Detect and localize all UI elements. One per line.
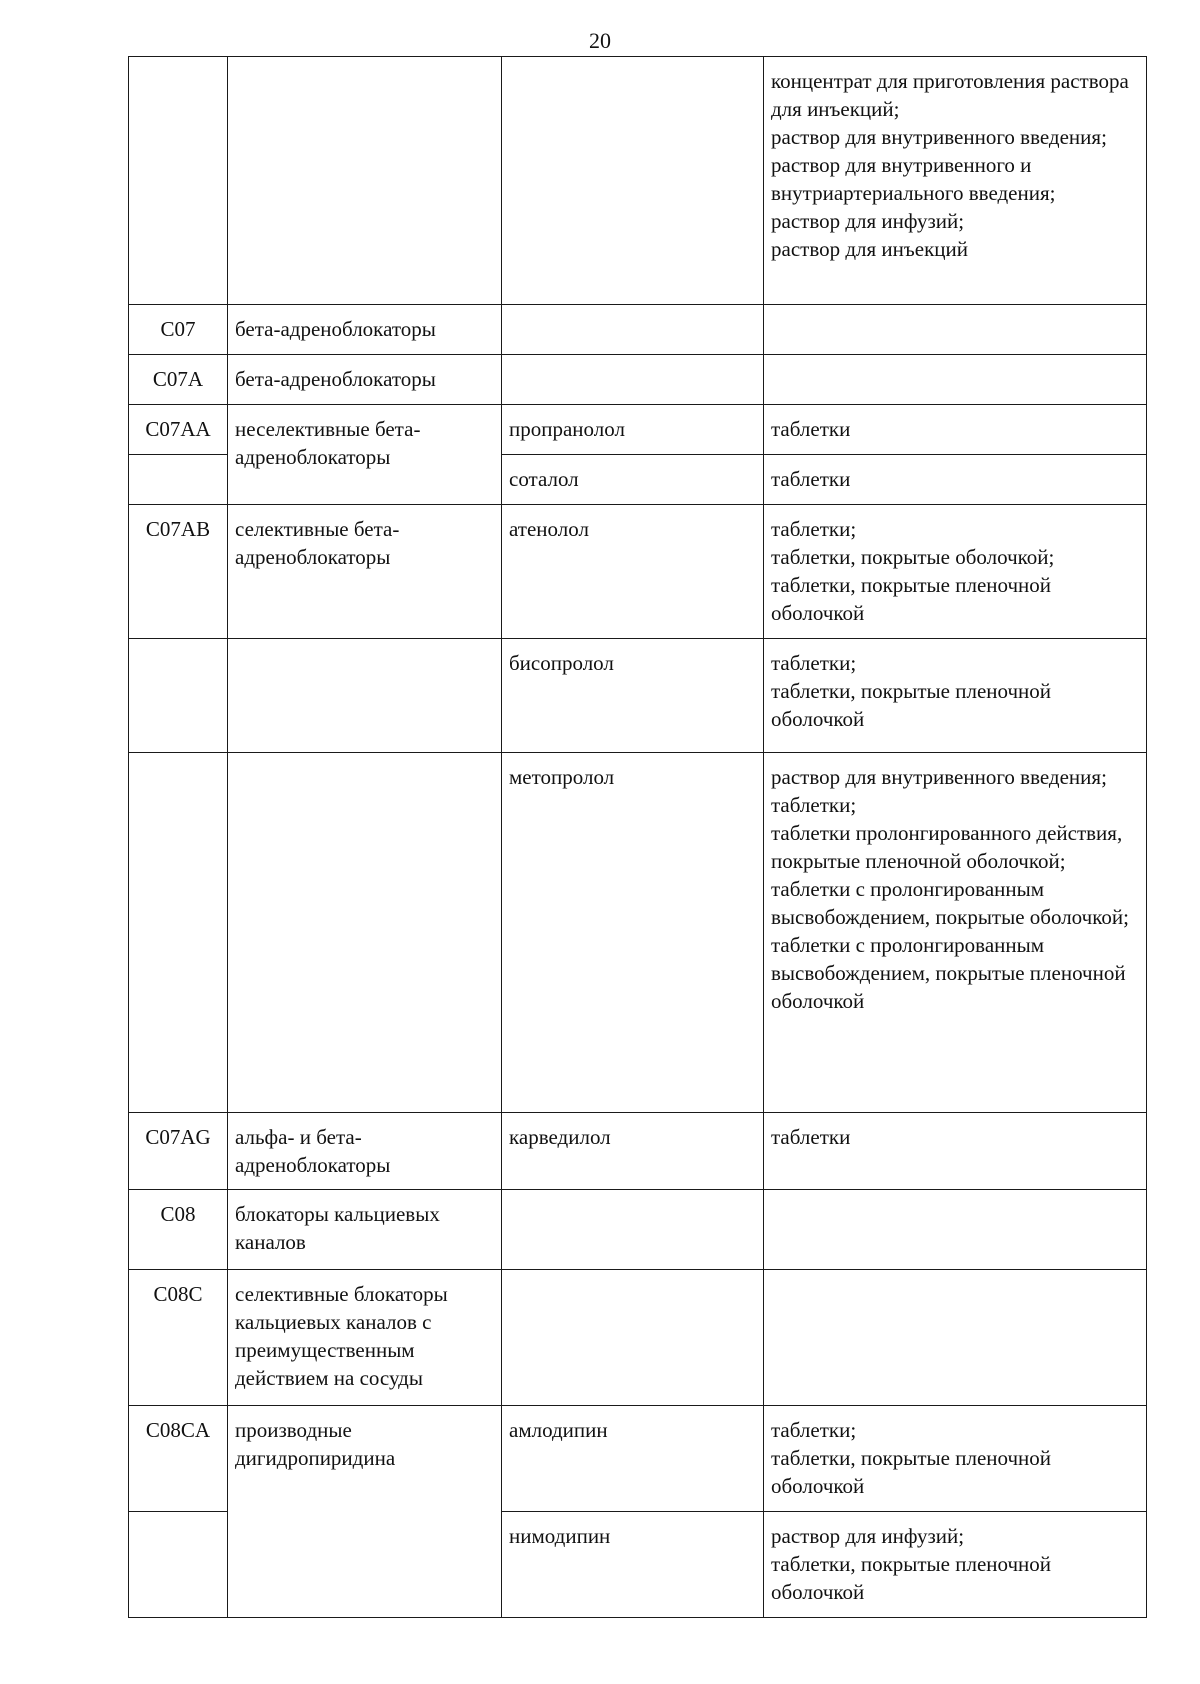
table-row [129, 405, 1147, 455]
dosage-form: таблетки; [771, 517, 857, 541]
table-row [129, 1406, 1147, 1512]
dosage-form: таблетки; [771, 1418, 857, 1442]
table-row [129, 355, 1147, 405]
atc-group-cell: бета-адреноблокаторы [228, 355, 502, 405]
dosage-form: концентрат для приготовления раствора для инъекций; [771, 69, 1129, 121]
drug-name-cell [502, 1270, 764, 1406]
atc-group-cell [228, 639, 502, 753]
dosage-form: таблетки [771, 1125, 851, 1149]
atc-group-cell: селективные бета-адреноблокаторы [228, 505, 502, 639]
dosage-form: таблетки, покрытые пленочной оболочкой [771, 573, 1052, 625]
dosage-form: таблетки [771, 467, 851, 491]
atc-group-cell: альфа- и бета-адреноблокаторы [228, 1113, 502, 1190]
drug-name-cell: амлодипин [502, 1406, 764, 1512]
drug-table [128, 56, 1147, 1618]
drug-name-cell: метопролол [502, 753, 764, 1113]
drug-name-cell [502, 57, 764, 305]
dosage-form: таблетки пролонгированного действия, покрытые пленочной оболочкой; [771, 821, 1123, 873]
dosage-forms-cell [764, 753, 1147, 1113]
atc-group-cell: неселективные бета-адреноблокаторы [228, 405, 502, 505]
atc-code-cell: C07 [129, 305, 228, 355]
atc-code-cell: C07AA [129, 405, 228, 455]
dosage-form: раствор для внутривенного введения; [771, 765, 1107, 789]
atc-code-cell [129, 1512, 228, 1618]
page-number: 20 [589, 28, 611, 53]
drug-name-cell [502, 355, 764, 405]
atc-group-cell: бета-адреноблокаторы [228, 305, 502, 355]
atc-code-cell: C07A [129, 355, 228, 405]
dosage-form: раствор для инфузий; [771, 1524, 965, 1548]
drug-name-cell: бисопролол [502, 639, 764, 753]
dosage-forms-cell [764, 1512, 1147, 1618]
table-row [129, 1113, 1147, 1190]
table-row [129, 305, 1147, 355]
atc-code-cell [129, 57, 228, 305]
atc-group-cell: селективные блокаторы кальциевых каналов с преимущественным действием на сосуды [228, 1270, 502, 1406]
dosage-form: таблетки, покрытые пленочной оболочкой [771, 679, 1052, 731]
atc-code-cell [129, 639, 228, 753]
dosage-forms-cell [764, 1270, 1147, 1406]
dosage-forms-cell [764, 639, 1147, 753]
dosage-form: таблетки [771, 417, 851, 441]
dosage-forms-cell [764, 305, 1147, 355]
drug-name-cell: пропранолол [502, 405, 764, 455]
table-row [129, 57, 1147, 305]
table-row [129, 753, 1147, 1113]
table-row [129, 1270, 1147, 1406]
atc-code-cell: C08C [129, 1270, 228, 1406]
drug-name-cell: карведилол [502, 1113, 764, 1190]
drug-name-cell [502, 305, 764, 355]
drug-name-cell: атенолол [502, 505, 764, 639]
table-row [129, 505, 1147, 639]
atc-code-cell: C07AG [129, 1113, 228, 1190]
atc-group-cell [228, 57, 502, 305]
dosage-form: таблетки, покрытые пленочной оболочкой [771, 1552, 1052, 1604]
dosage-form: раствор для инфузий; [771, 209, 965, 233]
dosage-form: раствор для внутривенного введения; [771, 125, 1107, 149]
dosage-forms-cell [764, 405, 1147, 455]
table-row [129, 639, 1147, 753]
dosage-forms-cell [764, 1113, 1147, 1190]
atc-code-cell: C08 [129, 1190, 228, 1270]
dosage-form: таблетки с пролонгированным высвобождением, покрытые пленочной оболочкой [771, 933, 1126, 1013]
dosage-form: таблетки, покрытые пленочной оболочкой [771, 1446, 1052, 1498]
dosage-forms-cell [764, 355, 1147, 405]
atc-code-cell: C08CA [129, 1406, 228, 1512]
atc-code-cell [129, 455, 228, 505]
drug-name-cell: нимодипин [502, 1512, 764, 1618]
atc-group-cell [228, 753, 502, 1113]
dosage-form: раствор для инъекций [771, 237, 968, 261]
dosage-form: таблетки; [771, 651, 857, 675]
dosage-form: раствор для внутривенного и внутриартериального введения; [771, 153, 1056, 205]
dosage-forms-cell [764, 1406, 1147, 1512]
dosage-forms-cell [764, 455, 1147, 505]
drug-name-cell: соталол [502, 455, 764, 505]
atc-group-cell: производные дигидропиридина [228, 1406, 502, 1618]
dosage-form: таблетки, покрытые оболочкой; [771, 545, 1055, 569]
drug-name-cell [502, 1190, 764, 1270]
dosage-form: таблетки; [771, 793, 857, 817]
dosage-forms-cell [764, 57, 1147, 305]
dosage-forms-cell [764, 505, 1147, 639]
atc-code-cell: C07AB [129, 505, 228, 639]
atc-group-cell: блокаторы кальциевых каналов [228, 1190, 502, 1270]
dosage-form: таблетки с пролонгированным высвобождением, покрытые оболочкой; [771, 877, 1129, 929]
atc-code-cell [129, 753, 228, 1113]
table-row [129, 1190, 1147, 1270]
dosage-forms-cell [764, 1190, 1147, 1270]
